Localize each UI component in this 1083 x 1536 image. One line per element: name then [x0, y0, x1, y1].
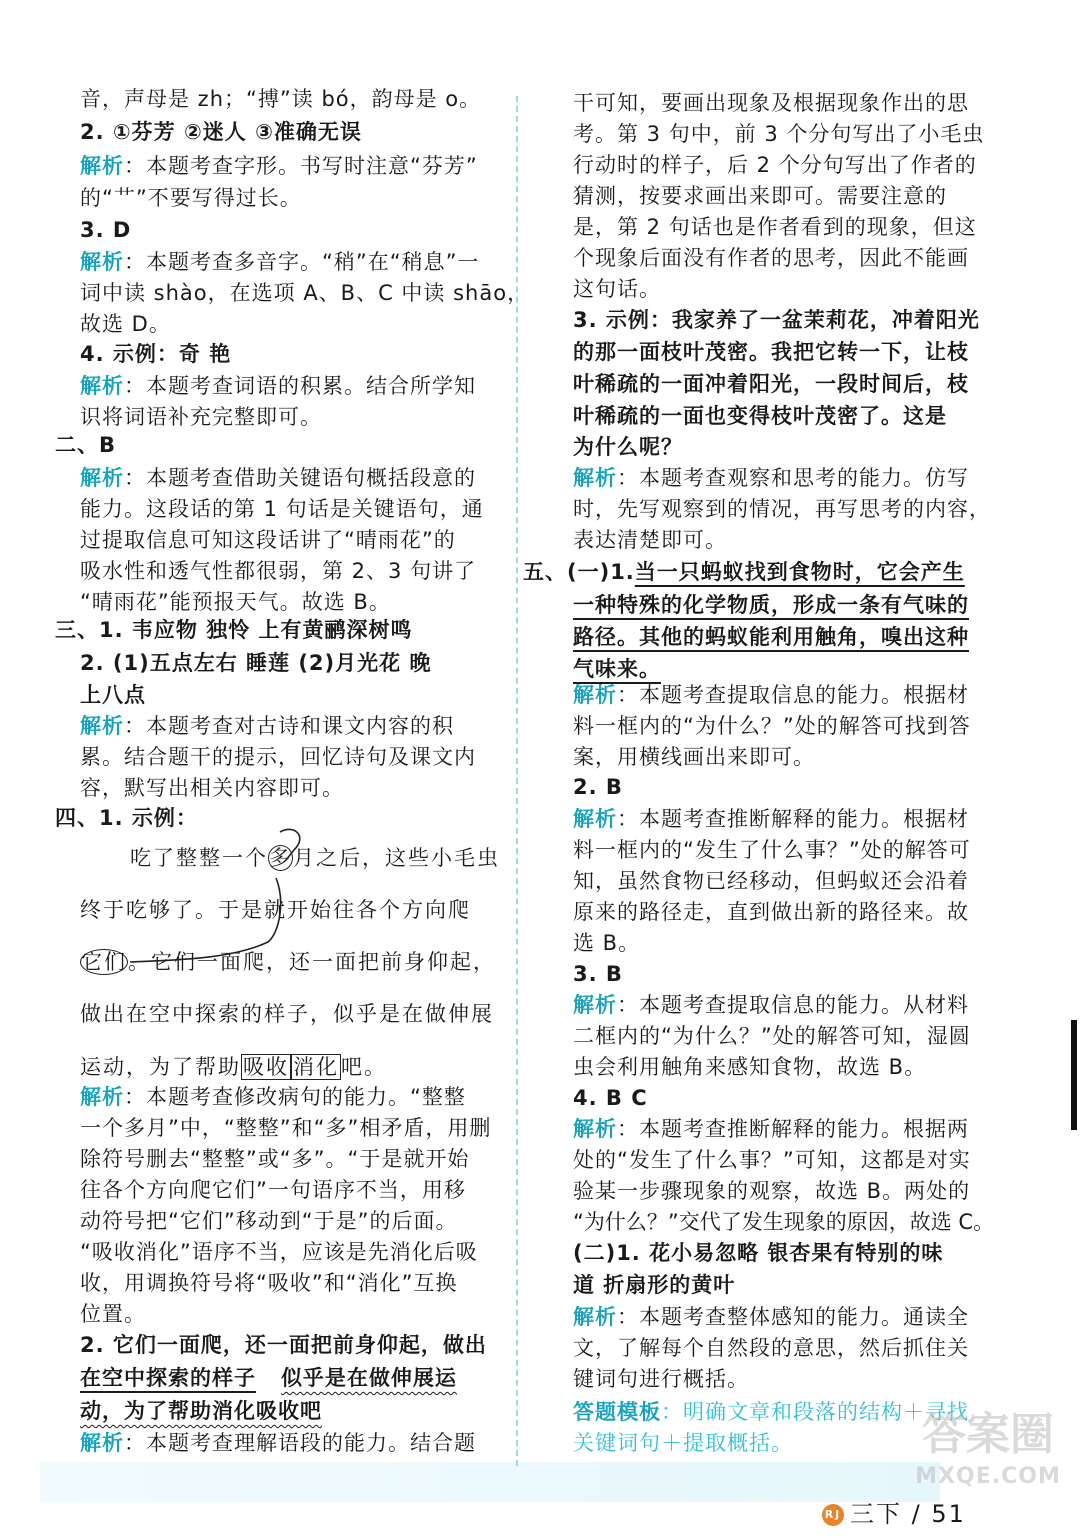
passage-line: 终于吃够了。于是就开始往各个方向爬 — [80, 898, 471, 922]
analysis-label: 解析 — [80, 1085, 124, 1109]
analysis-line — [573, 990, 969, 1020]
template-label: 答题模板 — [573, 1400, 661, 1424]
answer-line: 上八点 — [80, 683, 146, 707]
answer-line: 叶稀疏的一面也变得枝叶茂密了。这是 — [573, 404, 947, 428]
text-line: 这句话。 — [573, 277, 661, 301]
answer-line: 为什么呢？ — [573, 435, 683, 459]
section-heading: 四、1. 示例： — [55, 806, 198, 830]
analysis-label: 解析 — [573, 993, 617, 1017]
answer-line: 3. 示例：我家养了一盆茉莉花，冲着阳光 — [573, 308, 980, 332]
text-line: 识将词语补充完整即可。 — [80, 405, 322, 429]
analysis-line — [80, 1428, 476, 1458]
answer-line: 的那一面枝叶茂密。我把它转一下，让枝 — [573, 340, 969, 364]
text-line: 时，先写观察到的情况，再写思考的内容， — [573, 497, 991, 521]
passage-text: 运动，为了帮助 — [80, 1055, 241, 1079]
text-line: 词中读 shào，在选项 A、B、C 中读 shāo， — [80, 281, 530, 305]
text-line: 个现象后面没有作者的思考，因此不能画 — [573, 246, 969, 270]
analysis-line — [573, 1114, 969, 1144]
text-line: 干可知，要画出现象及根据现象作出的思 — [573, 91, 969, 115]
analysis-text: ：本题考查字形。书写时注意“芬芳” — [124, 154, 478, 178]
analysis-line — [573, 680, 969, 710]
template-text: ：明确文章和段落的结构＋寻找 — [661, 1400, 969, 1424]
watermark — [898, 1408, 1078, 1533]
text-line: 处的“发生了什么事？”可知，这都是对实 — [573, 1148, 971, 1172]
text-line: 原来的路径走，直到做出新的路径来。故 — [573, 900, 969, 924]
text-line: 累。结合题干的提示，回忆诗句及课文内 — [80, 745, 476, 769]
analysis-label: 解析 — [80, 1431, 124, 1455]
section-heading — [523, 557, 965, 587]
analysis-label: 解析 — [80, 714, 124, 738]
answer-line: 叶稀疏的一面冲着阳光，一段时间后，枝 — [573, 372, 969, 396]
underlined-answer: 当一只蚂蚁找到食物时，它会产生 — [634, 560, 965, 584]
wavy-phrase: 动，为了帮助消化吸收吧 — [80, 1399, 322, 1423]
analysis-text: ：本题考查理解语段的能力。结合题 — [124, 1431, 476, 1455]
text-line: 案，用横线画出来即可。 — [573, 745, 815, 769]
analysis-label: 解析 — [80, 466, 124, 490]
analysis-text: ：本题考查借助关键语句概括段意的 — [124, 466, 476, 490]
section-heading: 三、1. 韦应物 独怜 上有黄鹂深树鸣 — [55, 618, 413, 642]
analysis-text: ：本题考查提取信息的能力。根据材 — [617, 683, 969, 707]
answer-line — [80, 1396, 322, 1426]
analysis-text: ：本题考查整体感知的能力。通读全 — [617, 1305, 969, 1329]
move-mark — [80, 820, 500, 970]
underlined-answer: 气味来。 — [573, 657, 661, 681]
analysis-line — [573, 463, 969, 493]
answer-line: 道 折扇形的黄叶 — [573, 1273, 736, 1297]
passage-text: 月之后，这些小毛虫 — [293, 846, 500, 870]
bottom-band — [40, 1462, 940, 1502]
answer-line: 4. 示例：奇 艳 — [80, 342, 232, 366]
analysis-line — [80, 1082, 466, 1112]
analysis-label: 解析 — [573, 807, 617, 831]
text-line: 容，默写出相关内容即可。 — [80, 776, 344, 800]
passage-line — [80, 1052, 387, 1082]
analysis-text: ：本题考查推断解释的能力。根据材 — [617, 807, 969, 831]
edition-logo-icon: RJ — [822, 1504, 844, 1526]
analysis-label: 解析 — [80, 154, 124, 178]
answer-line: 3. B — [573, 962, 623, 986]
circled-word: 它们 — [81, 950, 127, 974]
answer-line: 2. (1)五点左右 睡莲 (2)月光花 晚 — [80, 651, 432, 675]
answer-line — [573, 590, 969, 620]
answer-line — [80, 1363, 457, 1393]
template-line: 关键词句＋提取概括。 — [573, 1431, 793, 1455]
analysis-line — [80, 711, 454, 741]
text-line: 音，声母是 zh；“搏”读 bó，韵母是 o。 — [80, 87, 482, 111]
answer-line: (二)1. 花小易忽略 银杏果有特别的味 — [573, 1241, 944, 1265]
text-line: 知，虽然食物已经移动，但蚂蚁还会沿着 — [573, 869, 969, 893]
text-line: 料一框内的“发生了什么事？”处的解答可 — [573, 838, 971, 862]
answer-line: 2. 它们一面爬，还一面把前身仰起，做出 — [80, 1333, 487, 1357]
text-line: 位置。 — [80, 1302, 146, 1326]
text-line: 动符号把“它们”移动到“于是”的后面。 — [80, 1209, 458, 1233]
watermark-url: MXQE.COM — [915, 1464, 1061, 1489]
answer-line: 4. B C — [573, 1086, 648, 1110]
analysis-text: ：本题考查提取信息的能力。从材料 — [617, 993, 969, 1017]
analysis-line — [80, 463, 476, 493]
text-line: “为什么？”交代了发生现象的原因，故选 C。 — [573, 1210, 995, 1234]
text-line: 吸水性和透气性都很弱，第 2、3 句讲了 — [80, 559, 477, 583]
question-number: 五、(一)1. — [523, 560, 635, 584]
analysis-label: 解析 — [573, 466, 617, 490]
edge-bar — [1071, 1020, 1077, 1130]
answer-line: 2. ①芬芳 ②迷人 ③准确无误 — [80, 120, 362, 144]
analysis-line — [80, 371, 476, 401]
text-line: 文，了解每个自然段的意思，然后抓住关 — [573, 1336, 969, 1360]
analysis-text: ：本题考查词语的积累。结合所学知 — [124, 374, 476, 398]
text-line: 能力。这段话的第 1 句话是关键语句，通 — [80, 497, 484, 521]
text-line: 猜测，按要求画出来即可。需要注意的 — [573, 184, 947, 208]
passage-text: 吃了整整一个 — [130, 846, 268, 870]
boxed-word: 消化 — [293, 1055, 339, 1079]
answer-line: 3. D — [80, 218, 132, 242]
underlined-phrase: 在空中探索的样子 — [80, 1366, 256, 1390]
text-line: 键词句进行概括。 — [573, 1367, 749, 1391]
text-line: “晴雨花”能预报天气。故选 B。 — [80, 590, 391, 614]
analysis-label: 解析 — [80, 374, 124, 398]
text-line: 二框内的“为什么？”处的解答可知，湿圆 — [573, 1024, 971, 1048]
answer-line — [573, 622, 969, 652]
text-line: 行动时的样子，后 2 个分句写出了作者的 — [573, 153, 977, 177]
text-line: 料一框内的“为什么？”处的解答可找到答 — [573, 714, 971, 738]
watermark-logo: 答案圈 — [922, 1409, 1054, 1460]
analysis-line — [573, 804, 969, 834]
analysis-label: 解析 — [573, 683, 617, 707]
analysis-text: ：本题考查推断解释的能力。根据两 — [617, 1117, 969, 1141]
boxed-word: 吸收 — [243, 1055, 289, 1079]
analysis-text: ：本题考查多音字。“稍”在“稍息”一 — [124, 250, 480, 274]
text-line: 的“艹”不要写得过长。 — [80, 186, 302, 210]
passage-text: 吧。 — [341, 1055, 387, 1079]
analysis-label: 解析 — [80, 250, 124, 274]
text-line: 验某一步骤现象的观察，故选 B。两处的 — [573, 1179, 971, 1203]
text-line: 过提取信息可知这段话讲了“晴雨花”的 — [80, 528, 456, 552]
passage-line: 做出在空中探索的样子，似乎是在做伸展 — [80, 1002, 494, 1026]
text-line: 虫会利用触角来感知食物，故选 B。 — [573, 1055, 927, 1079]
text-line: “吸收消化”语序不当，应该是先消化后吸 — [80, 1240, 478, 1264]
analysis-line — [573, 1302, 969, 1332]
text-line: 考。第 3 句中，前 3 个分句写出了小毛虫 — [573, 122, 985, 146]
analysis-label: 解析 — [573, 1305, 617, 1329]
passage-text: 。它们一面爬，还一面把前身仰起， — [128, 950, 496, 974]
text-line: 故选 D。 — [80, 312, 171, 336]
analysis-text: ：本题考查对古诗和课文内容的积 — [124, 714, 454, 738]
text-line: 一个多月”中，“整整”和“多”相矛盾，用删 — [80, 1116, 492, 1140]
text-line: 是，第 2 句话也是作者看到的现象，但这 — [573, 215, 977, 239]
wavy-phrase: 似乎是在做伸展运 — [280, 1366, 457, 1390]
analysis-line — [80, 151, 478, 181]
text-line: 表达清楚即可。 — [573, 528, 727, 552]
underlined-answer: 一种特殊的化学物质，形成一条有气味的 — [573, 593, 969, 617]
text-line: 往各个方向爬它们”一句语序不当，用移 — [80, 1178, 466, 1202]
answer-line: 2. B — [573, 775, 623, 799]
analysis-line — [80, 247, 480, 277]
text-line: 收，用调换符号将“吸收”和“消化”互换 — [80, 1271, 458, 1295]
section-heading: 二、B — [55, 433, 117, 457]
analysis-text: ：本题考查观察和思考的能力。仿写 — [617, 466, 969, 490]
circled-char: 多 — [269, 846, 292, 870]
page-number: 三下 / 51 — [850, 1500, 966, 1528]
analysis-text: ：本题考查修改病句的能力。“整整 — [124, 1085, 466, 1109]
text-line: 除符号删去“整整”或“多”。“于是就开始 — [80, 1147, 470, 1171]
underlined-answer: 路径。其他的蚂蚁能利用触角，嗅出这种 — [573, 625, 969, 649]
text-line: 选 B。 — [573, 931, 641, 955]
analysis-label: 解析 — [573, 1117, 617, 1141]
